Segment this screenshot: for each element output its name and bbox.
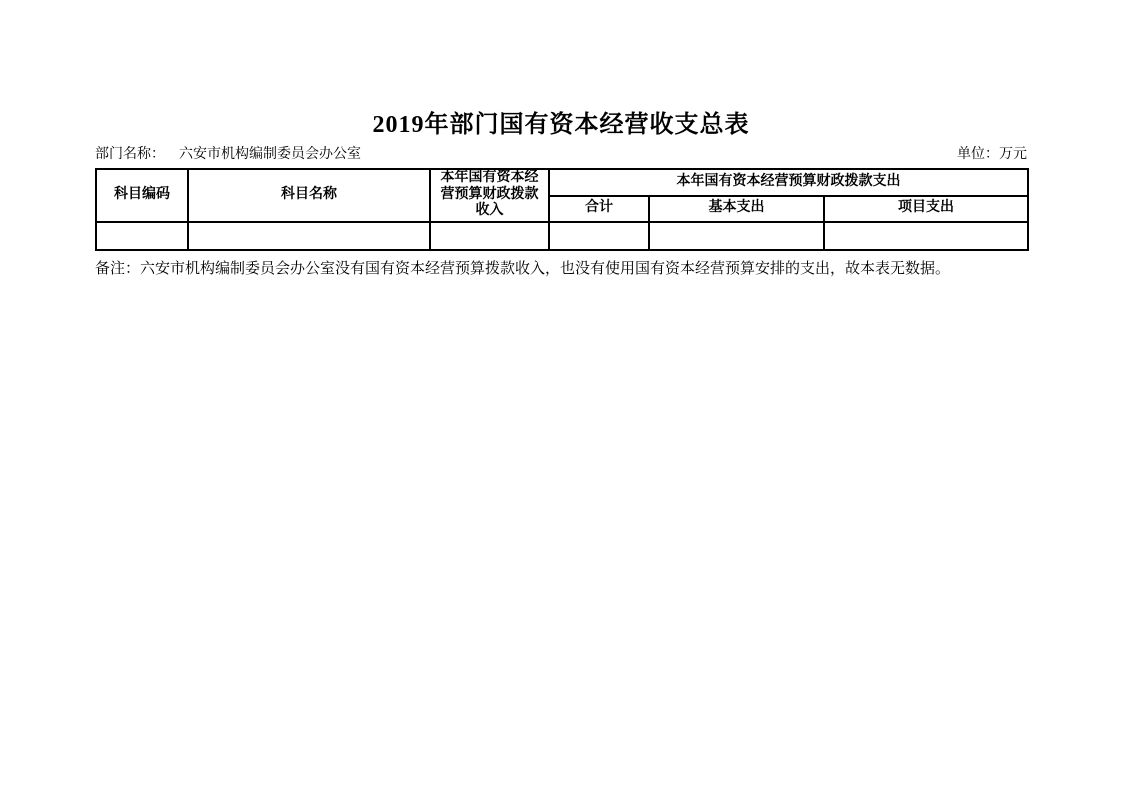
header-subject-name: 科目名称 — [188, 169, 430, 222]
header-basic-expenditure: 基本支出 — [649, 196, 824, 222]
header-row-top — [96, 169, 1028, 196]
cell-subject-name — [188, 222, 430, 250]
cell-subject-code — [96, 222, 188, 250]
header-project-expenditure: 项目支出 — [824, 196, 1028, 222]
cell-project-expenditure — [824, 222, 1028, 250]
header-current-year-income: 本年国有资本经营预算财政拨款收入 — [430, 169, 549, 222]
page-title: 2019年部门国有资本经营收支总表 — [372, 112, 750, 138]
cell-basic-expenditure — [649, 222, 824, 250]
header-total: 合计 — [549, 196, 649, 222]
unit-label: 单位：万元 — [957, 146, 1027, 162]
department-line — [95, 147, 361, 164]
header-subject-code: 科目编码 — [96, 169, 188, 222]
header-current-year-expenditure-group: 本年国有资本经营预算财政拨款支出 — [549, 169, 1028, 196]
table-row — [96, 222, 1028, 250]
department-name: 六安市机构编制委员会办公室 — [179, 146, 361, 162]
meta-row — [95, 147, 1027, 164]
budget-summary-table — [95, 168, 1029, 251]
cell-income — [430, 222, 549, 250]
cell-total — [549, 222, 649, 250]
remark-note: 备注：六安市机构编制委员会办公室没有国有资本经营预算拨款收入，也没有使用国有资本经营预算安排的支出，故本表无数据。 — [95, 260, 951, 277]
department-label: 部门名称： — [95, 146, 165, 162]
